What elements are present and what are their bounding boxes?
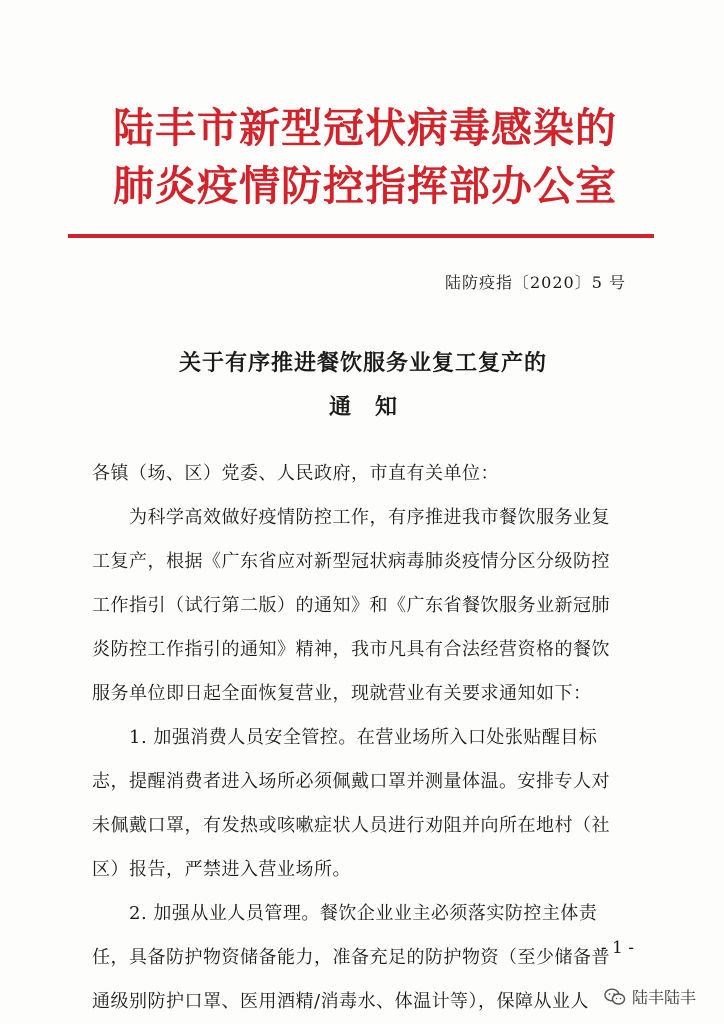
body-line: 各镇（场、区）党委、人民政府，市直有关单位： — [92, 463, 499, 484]
body-line: 为科学高效做好疫情防控工作，有序推进我市餐饮服务业复 — [92, 507, 610, 528]
notice-title-line1: 关于有序推进餐饮服务业复工复产的 — [178, 350, 547, 376]
wechat-watermark — [604, 985, 696, 1008]
body-line: 未佩戴口罩，有发热或咳嗽症状人员进行劝阻并向所在地村（社 — [92, 815, 610, 836]
body-line: 服务单位即日起全面恢复营业，现就营业有关要求通知如下： — [92, 683, 592, 704]
page-number: - 1 - — [600, 938, 634, 958]
document-number: 陆防疫指〔2020〕5 号 — [445, 273, 626, 292]
body-line: 工复产，根据《广东省应对新型冠状病毒肺炎疫情分区分级防控 — [92, 551, 610, 572]
body-line: 通级别防护口罩、医用酒精/消毒水、体温计等），保障从业人 — [92, 991, 590, 1012]
wechat-icon — [604, 988, 626, 1006]
body-line: 炎防控工作指引的通知》精神，我市凡具有合法经营资格的餐饮 — [92, 639, 610, 660]
red-separator-line — [68, 234, 654, 238]
notice-title-line2: 通知 — [328, 394, 421, 420]
body-line: 1. 加强消费人员安全管控。在营业场所入口处张贴醒目标 — [92, 727, 598, 748]
issuing-org-line1: 陆丰市新型冠状病毒感染的 — [113, 104, 617, 152]
body-line: 任，具备防护物资储备能力，准备充足的防护物资（至少储备普 — [92, 947, 610, 968]
issuing-org-line2: 肺炎疫情防控指挥部办公室 — [113, 162, 617, 210]
body-line: 志，提醒消费者进入场所必须佩戴口罩并测量体温。安排专人对 — [92, 771, 610, 792]
body-line: 2. 加强从业人员管理。餐饮企业业主必须落实防控主体责 — [92, 903, 598, 924]
watermark-text: 陆丰陆丰 — [631, 988, 696, 1007]
body-line: 工作指引（试行第二版）的通知》和《广东省餐饮服务业新冠肺 — [92, 595, 610, 616]
body-line: 区）报告，严禁进入营业场所。 — [92, 859, 351, 880]
